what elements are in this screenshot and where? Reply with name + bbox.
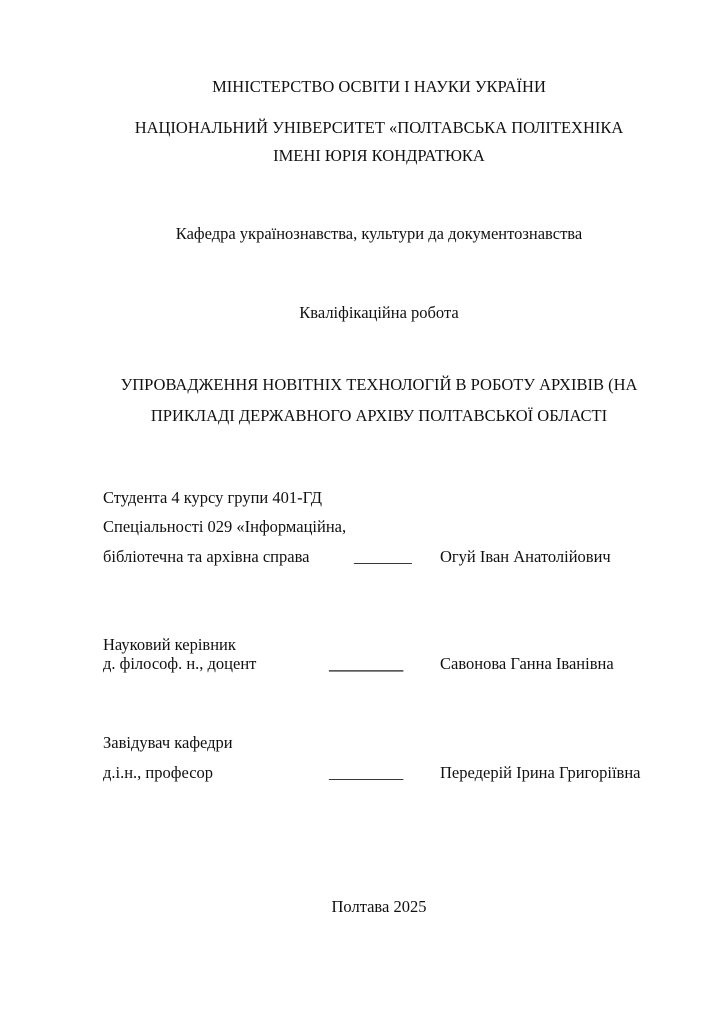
department-name: Кафедра українознавства, культури да документознавства xyxy=(175,224,583,243)
city-year: Полтава 2025 xyxy=(331,897,427,916)
university-name-line2: ІМЕНІ ЮРІЯ КОНДРАТЮКА xyxy=(273,146,485,165)
head-role: Завідувач кафедри xyxy=(103,733,233,752)
head-degree: д.і.н., професор xyxy=(103,763,214,782)
thesis-title-line2: ПРИКЛАДІ ДЕРЖАВНОГО АРХІВУ ПОЛТАВСЬКОЇ ОБЛАСТІ xyxy=(150,406,608,425)
university-name-line1: НАЦІОНАЛЬНИЙ УНІВЕРСИТЕТ «ПОЛТАВСЬКА ПОЛІТЕХНІКА xyxy=(134,118,624,137)
student-course: Студента 4 курсу групи 401-ГД xyxy=(103,488,322,507)
student-name: Огуй Іван Анатолійович xyxy=(440,547,611,566)
student-specialty-cont: бібліотечна та архівна справа xyxy=(103,547,310,566)
head-signature-line: _________ xyxy=(329,763,404,782)
head-name: Передерій Ірина Григоріївна xyxy=(440,763,641,782)
supervisor-name: Савонова Ганна Іванівна xyxy=(440,654,614,673)
work-type: Кваліфікаційна робота xyxy=(299,303,459,322)
thesis-title-line1: УПРОВАДЖЕННЯ НОВІТНІХ ТЕХНОЛОГІЙ В РОБОТУ АРХІВІВ (НА xyxy=(120,375,638,394)
supervisor-role: Науковий керівник xyxy=(103,635,236,654)
supervisor-degree: д. філософ. н., доцент xyxy=(103,654,257,673)
supervisor-signature-line: _________ xyxy=(329,654,404,673)
student-specialty: Спеціальності 029 «Інформаційна, xyxy=(103,517,347,536)
ministry-heading: МІНІСТЕРСТВО ОСВІТИ І НАУКИ УКРАЇНИ xyxy=(212,77,546,96)
student-signature-line: _______ xyxy=(354,547,412,566)
